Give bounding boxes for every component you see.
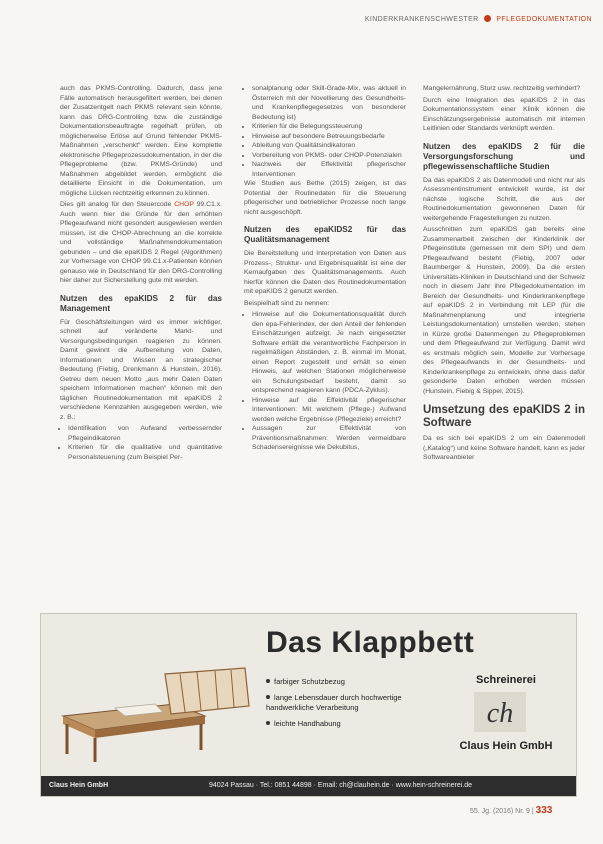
list-item: • sonalplanung oder Skill-Grade-Mix, was aktuell in Österreich mit der Novellierung des Gesundheits- und Krankenpflegegesetzes von besonderer Bedeutung ist) — [252, 84, 406, 122]
ad-company: Claus Hein GmbH — [49, 782, 109, 789]
paragraph: Mangelernährung, Sturz usw. rechtzeitig verhindert? — [423, 85, 581, 92]
paragraph: Durch eine Integration des epaKIDS 2 in das Dokumentationssystem einer Klinik können die Einschätzungsergebnisse automatisch mit internen Leitlinien oder Standards verknüpft werden. — [423, 96, 585, 132]
list-item: • Kriterien für die qualitative und quantitative Personalsteuerung (zum Beispiel Per- — [68, 443, 222, 462]
bullet-icon — [484, 15, 491, 22]
ad-feature-list — [266, 677, 406, 735]
logo-subtitle: Schreinerei — [476, 674, 536, 686]
bullet-icon — [266, 679, 270, 683]
paragraph: Die Bereitstellung und Interpretation von Daten aus Prozess-, Struktur- und Ergebnisqualität ist eine der Kernaufgaben des Qualitätsmanagements. Auch hierfür können die Daten des Routinedokumentation mit epaKIDS 2 genutzt werden. — [244, 250, 406, 295]
bullet-list — [244, 310, 406, 453]
paragraph: Beispielhaft sind zu nennen: — [244, 299, 330, 307]
ad-feature: lange Lebensdauer durch hochwertige handwerkliche Verarbeitung — [266, 693, 402, 712]
highlight-term: CHOP — [174, 201, 194, 208]
section-title: PFLEGEDOKUMENTATION — [496, 16, 592, 23]
bullet-list — [244, 84, 406, 179]
list-item: • Vorbereitung von PKMS- oder CHOP-Potenzialen — [252, 151, 406, 161]
paragraph: Für Geschäftsleitungen wird es immer wichtiger, schnell auf veränderte Markt- und Versorgungsbedingungen reagieren zu können. Damit gewinnt die Aufbereitung von Daten, Informationen und Wissen an strategischer Bedeutung (Fiebig, Drenkmann & Hunstein, 2016). Getreu dem neuen Motto „aus mehr Daten Daten speichern Informationen machen“ können mit den täglichen Routinedokumentation mit epaKIDS 2 verschiedene Kennzahlen ausgegeben werden, wie z. B.: — [60, 318, 222, 421]
text-column-2 — [244, 84, 406, 453]
list-item: • Identifikation von Aufwand verbessernder Pflegeindikatoren — [68, 424, 222, 443]
paragraph: Dies gilt analog für den Steuercode CHOP 99.C1.x. Auch wenn hier die Gründe für den erhöhten Pflegeaufwand nicht gesondert ausgewiesen werden müssen, ist die CHOP-Abrechnung an die korrekte und vollständige Maßnahmendokumentation gebunden – und die epaKIDS 2 Regel (Algorithmen) zur Vorhersage von CHOP 99.C1.x-Patienten können genauso wie in Deutschland für den DRG-Controlling hier daher zur Sicherstellung gute mit werden. — [60, 201, 222, 284]
bullet-icon — [266, 721, 270, 725]
running-header — [330, 15, 592, 29]
bullet-list — [60, 424, 222, 462]
section-heading: Nutzen des epaKIDS2 für das Qualitätsmanagement — [244, 225, 406, 244]
text-column-1 — [60, 84, 222, 462]
folding-bed-illustration — [55, 664, 255, 764]
bullet-icon — [266, 695, 270, 699]
list-item: • Hinweise auf die Effektivität pflegerischer Interventionen: Mit welchem (Pflege-) Aufwand werden welche Ergebnisse (Pflegeziele) erreicht? — [252, 396, 406, 425]
list-item: • Nachweis der Effektivität pflegerischer Interventionen — [252, 160, 406, 179]
paragraph: Da es sich bei epaKIDS 2 um ein Datenmodell („Katalog“) und keine Software handelt, kann es jeder Softwareanbieter — [423, 435, 585, 461]
section-heading: Nutzen des epaKIDS 2 für das Management — [60, 293, 222, 313]
list-item: • Kriterien für die Belegungssteuerung — [252, 122, 406, 132]
ad-feature: leichte Handhabung — [266, 719, 406, 729]
issue-info: 55. Jg. (2016) Nr. 9 | — [470, 808, 534, 815]
logo-monogram-text: ch — [486, 698, 514, 729]
ad-feature: farbiger Schutzbezug — [266, 677, 406, 687]
list-item: • Hinweise auf besondere Betreuungsbedarfe — [252, 132, 406, 142]
logo-company-name: Claus Hein GmbH — [459, 740, 553, 752]
text-column-3 — [423, 84, 585, 465]
company-logo — [446, 670, 566, 765]
page-footer — [470, 805, 552, 816]
ad-contact-bar — [41, 776, 576, 796]
paragraph: Da das epaKIDS 2 als Datenmodell und nicht nur als Assessmentinstrument entwickelt wurde, ist der nächste logische Schritt, die aus der Routinedokumentation gewonnenen Daten für weitergehende Fragestellungen zu nutzen. — [423, 176, 585, 222]
paragraph: Ausschnitten zum epaKIDS gab bereits eine Zusammenarbeit zwischen der Kinderklinik der Pflegeinstitute (gemessen mit dem SPI) und dem Pflegeaufwand besteht (Fiebig, 2007 oder Baumberger & Hunstein, 2009). Da die ersten Universitäts-Kliniken in Deutschland und der Schweiz noch in diesem Jahr ihre Pflegedokumentation im Bereich der Gesundheits- und Kinderkrankenpflege auf epaKIDS 2 in Verbindung mit LEP (für die Maßnahmenplanung und integrierte Leistungsdokumentation) umstellen werden, stehen in Kürze große Datenmengen zu Pflegeproblemen und dem Pflegeaufwand zur Verfügung. Damit wird es erstmals möglich sein, Modelle zur Vorhersage des Pflegeaufwands in der Gesundheits- und Kinderkrankenpflege zu entwickeln, ohne dass dafür gesonderte Daten erhoben werden müssen (Hunstein, Fiebig & Sippel, 2015). — [423, 226, 585, 395]
advertisement — [40, 613, 577, 797]
magazine-title: KINDERKRANKENSCHWESTER — [364, 16, 479, 23]
page-number: 333 — [535, 805, 553, 816]
paragraph: Wie Studien aus Bethe (2015) zeigen, ist das Potential der Routinedaten für die Steuerung pflegerischer und betrieblicher Prozesse noch lange nicht ausgeschöpft. — [244, 180, 406, 216]
logo-monogram — [474, 692, 526, 732]
section-heading-large: Umsetzung des epaKIDS 2 in Software — [423, 404, 585, 429]
list-item: • Aussagen zur Effektivität von Präventionsmaßnahmen: Werden vermeidbare Schadensereignisse wie Dekubitus, — [252, 424, 406, 453]
list-item: • Ableitung von Qualitätsindikatoren — [252, 141, 406, 151]
ad-contact: 94024 Passau · Tel.: 0851 44898 · Email: ch@clauhein.de · www.hein-schreinerei.de — [209, 782, 473, 789]
paragraph: auch das PKMS-Controlling. Dadurch, dass jene Fälle automatisch herausgefiltert werden, bei denen der Zusatzentgelt nach PKMS relevant sein könnte, kann das DRG-Controlling bzw. die zuständige Dokumentationsbeauftragte regelhaft prüfen, ob möglicherweise Erlöse auf Grund fehlender PKMS-Maßnahmen „verschenkt“ werden. Eine komplette elektronische Pflegeprozessdokumentation, in der die Pflegeprobleme (bzw. PKMS-Gründe) und Maßnahmen abgebildet werden, ermöglicht die detaillierte Einsicht in die Dokumentation, um mögliche Lücken rechtzeitig erkennen zu können. — [60, 85, 222, 197]
ad-title: Das Klappbett — [266, 626, 475, 659]
section-heading: Nutzen des epaKIDS 2 für die Versorgungsforschung und pflegewissenschaftliche Studien — [423, 141, 585, 171]
list-item: • Hinweise auf die Dokumentationsqualität durch den epa-Fehlerindex, der den Anteil der fehlenden Einschätzungen aufzeigt. Je nach eingesetzter Software erhält die verantwortliche Fachperson in regelmäßigen Abständen, z. B. einmal im Monat, einen Report zugestellt und erhält so einen Hinweis, auf welchen Stationen möglicherweise ein Schulungsbedarf besteht, damit so entsprechend reagieren kann (PDCA-Zyklus). — [252, 310, 406, 396]
